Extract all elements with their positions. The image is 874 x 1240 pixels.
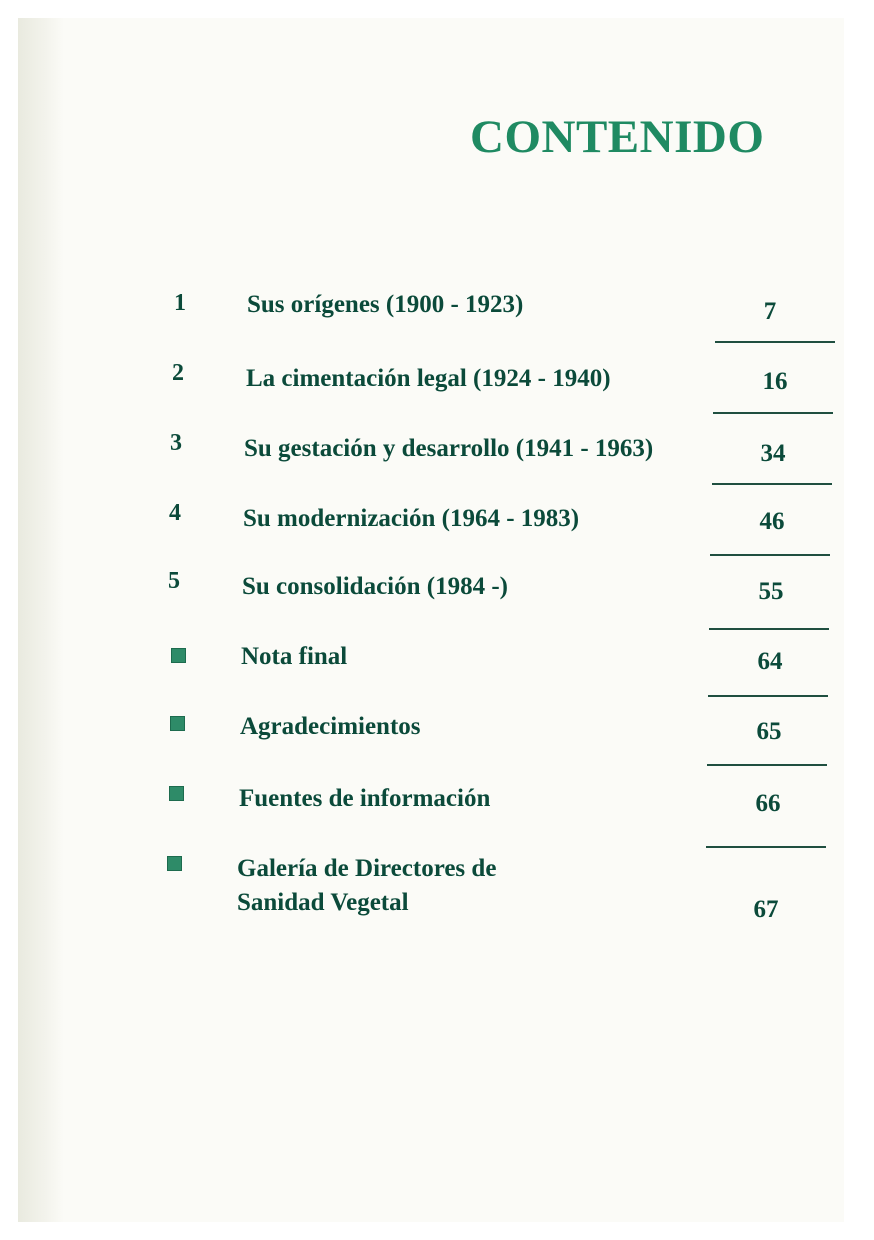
toc-entry [0, 638, 874, 678]
page-number-rule [713, 412, 833, 414]
toc-page-number: 64 [757, 648, 783, 675]
toc-entry-label: Su modernización (1964 - 1983) [243, 505, 580, 532]
toc-page-number: 66 [755, 790, 781, 817]
square-bullet-icon [167, 856, 182, 871]
toc-entry-label: Nota final [241, 643, 348, 670]
square-bullet-icon [170, 716, 185, 731]
page-title: CONTENIDO [470, 111, 765, 163]
toc-page-number: 34 [760, 440, 786, 467]
toc-entry-label: Agradecimientos [240, 713, 421, 740]
toc-entry-label: Su gestación y desarrollo (1941 - 1963) [244, 435, 654, 462]
toc-page-number: 7 [763, 298, 777, 325]
toc-page-number: 67 [753, 896, 779, 923]
chapter-number: 5 [168, 568, 180, 594]
toc-entry-label: La cimentación legal (1924 - 1940) [246, 365, 611, 392]
page-number-rule [710, 554, 830, 556]
toc-entry-label: Sus orígenes (1900 - 1923) [247, 291, 524, 318]
toc-entry-label-line1: Galería de Directores de [237, 855, 497, 882]
toc-entry [0, 498, 874, 538]
toc-page-number: 65 [756, 718, 782, 745]
toc-entry [0, 708, 874, 748]
toc-page-number: 16 [762, 368, 788, 395]
toc-entry [0, 428, 874, 468]
page-number-rule [712, 483, 832, 485]
page-number-rule [709, 628, 829, 630]
toc-entry [0, 780, 874, 820]
square-bullet-icon [171, 648, 186, 663]
toc-page-number: 46 [759, 508, 785, 535]
page-number-rule [708, 695, 828, 697]
page-number-rule [707, 764, 827, 766]
chapter-number: 1 [174, 290, 186, 316]
toc-entry-label: Su consolidación (1984 -) [242, 573, 509, 600]
toc-entry [0, 850, 874, 930]
page-number-rule [706, 846, 826, 848]
chapter-number: 4 [169, 500, 181, 526]
toc-entry-label: Fuentes de información [239, 785, 491, 812]
chapter-number: 3 [170, 430, 182, 456]
toc-page-number: 55 [758, 578, 784, 605]
square-bullet-icon [169, 786, 184, 801]
chapter-number: 2 [172, 360, 184, 386]
paper-sheet [18, 18, 844, 1222]
page-number-rule [715, 341, 835, 343]
toc-entry [0, 568, 874, 608]
toc-entry [0, 288, 874, 328]
page-binding-shadow [18, 18, 64, 1222]
toc-entry-label-line2: Sanidad Vegetal [237, 889, 409, 916]
toc-entry [0, 358, 874, 398]
